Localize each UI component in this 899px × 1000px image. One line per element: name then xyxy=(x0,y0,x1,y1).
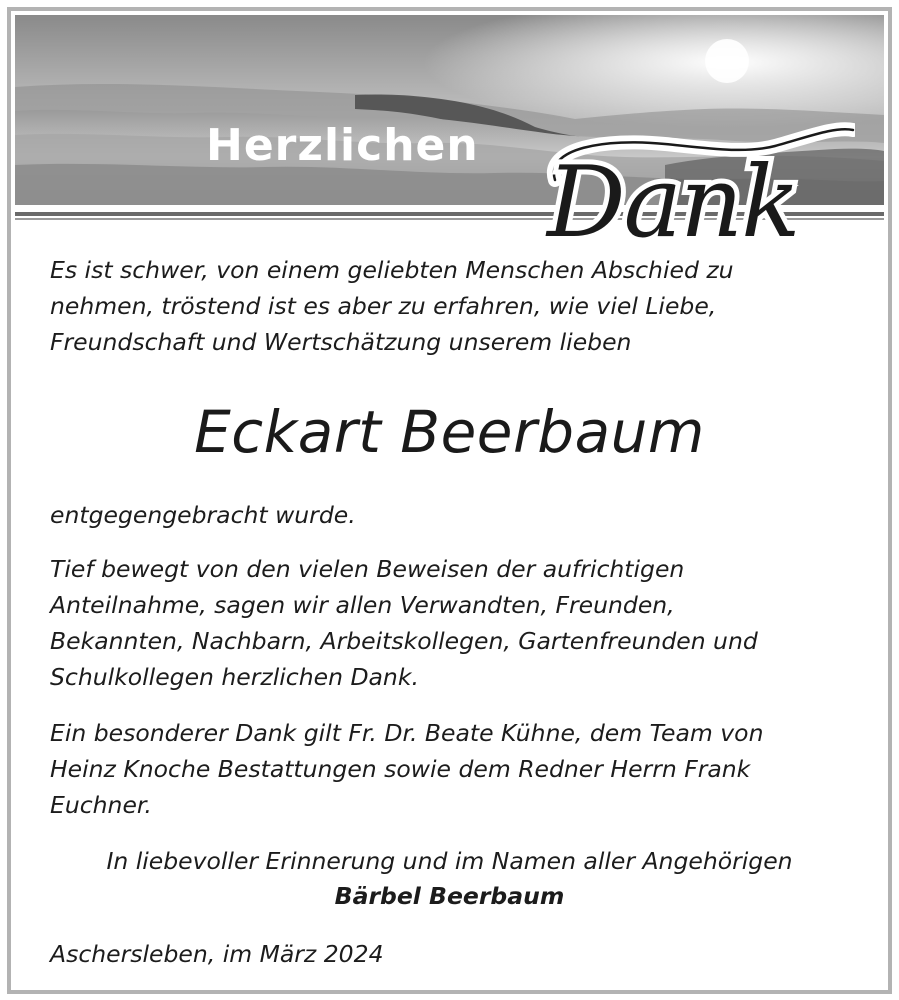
deceased-name: Eckart Beerbaum xyxy=(194,398,705,466)
after-name-text: entgegengebracht wurde. xyxy=(50,501,356,529)
special-thanks-paragraph: Ein besonderer Dank gilt Fr. Dr. Beate Kühne, dem Team von Heinz Knoche Bestattungen sowie dem Redner Herrn Frank Euchner. xyxy=(50,719,764,819)
headline-herzlichen: Herzlichen xyxy=(206,120,479,171)
signer-name: Bärbel Beerbaum xyxy=(334,882,565,910)
headline-dank xyxy=(535,108,855,258)
thanks-paragraph: Tief bewegt von den vielen Beweisen der aufrichtigen Anteilnahme, sagen wir allen Verwandten, Freunden, Bekannten, Nachbarn, Arbeitskollegen, Gartenfreunden und Schulkollegen herzlichen Dank. xyxy=(50,555,758,691)
closing-line: In liebevoller Erinnerung und im Namen aller Angehörigen xyxy=(106,847,793,875)
place-date: Aschersleben, im März 2024 xyxy=(50,940,384,968)
intro-paragraph: Es ist schwer, von einem geliebten Menschen Abschied zu nehmen, tröstend ist es aber zu erfahren, wie viel Liebe, Freundschaft und Wertschätzung unserem lieben xyxy=(50,256,734,356)
headline-dank-text: Dank xyxy=(547,146,799,258)
